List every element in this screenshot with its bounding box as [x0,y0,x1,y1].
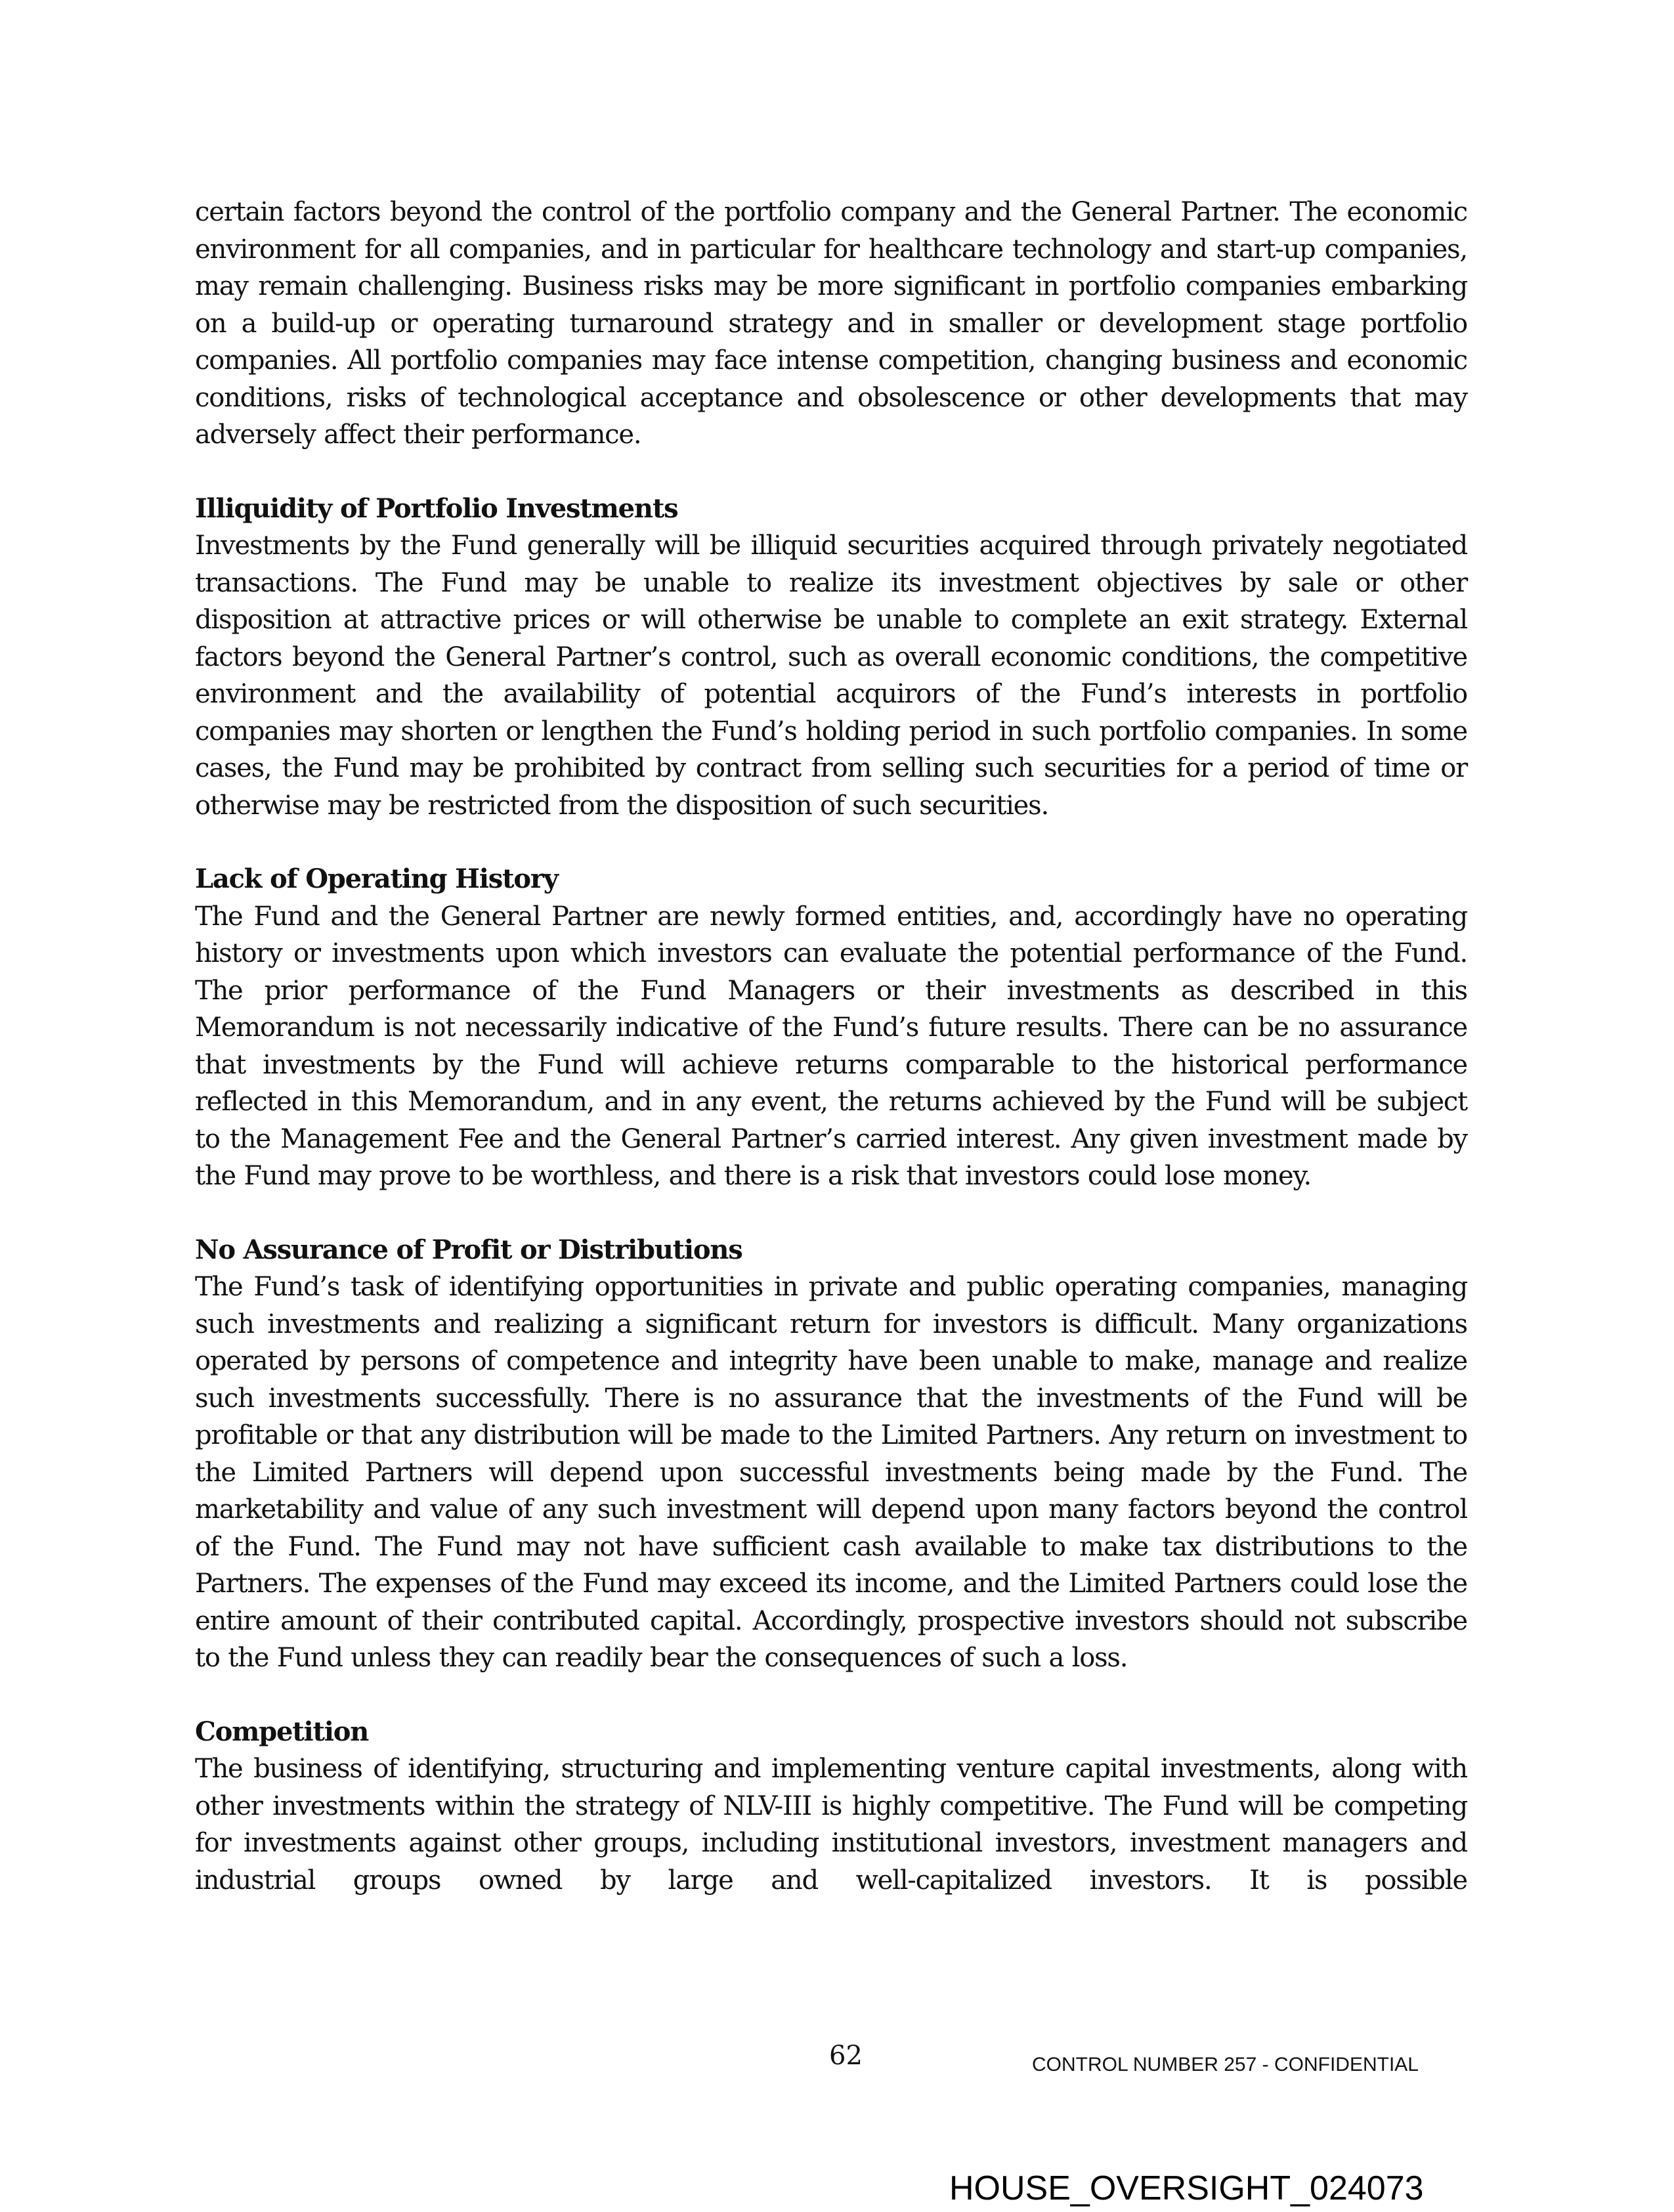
section-body: The Fund’s task of identifying opportunities in private and public operating companies, managing such investments and realizing a significant return for investors is difficult. Many organizations operated by persons of competence and integrity have been unable to make, manage and realize such investments successfully. There is no assurance that the investments of the Fund will be profitable or that any distribution will be made to the Limited Partners. Any return on investment to the Limited Partners will depend upon successful investments being made by the Fund. The marketability and value of any such investment will depend upon many factors beyond the control of the Fund. The Fund may not have sufficient cash available to make tax distributions to the Partners. The expenses of the Fund may exceed its income, and the Limited Partners could lose the entire amount of their contributed capital. Accordingly, prospective investors should not subscribe to the Fund unless they can readily bear the consequences of such a loss. [195,1272,1467,1673]
intro-paragraph: certain factors beyond the control of the portfolio company and the General Partner. The economic environment for all companies, and in particular for healthcare technology and start-up companies, may remain challenging. Business risks may be more significant in portfolio companies embarking on a build-up or operating turnaround strategy and in smaller or development stage portfolio companies. All portfolio companies may face intense competition, changing business and economic conditions, risks of technological acceptance and obsolescence or other developments that may adversely affect their performance. [195,197,1467,450]
section-body: Investments by the Fund generally will be illiquid securities acquired through privately negotiated transactions. The Fund may be unable to realize its investment objectives by sale or other disposition at attractive prices or will otherwise be unable to complete an exit strategy. External factors beyond the General Partner’s control, such as overall economic conditions, the competitive environment and the availability of potential acquirors of the Fund’s interests in portfolio companies may shorten or lengthen the Fund’s holding period in such portfolio companies. In some cases, the Fund may be prohibited by contract from selling such securities for a period of time or otherwise may be restricted from the disposition of such securities. [195,531,1467,821]
section-body: The business of identifying, structuring and implementing venture capital investments, along with other investments within the strategy of NLV-III is highly competitive. The Fund will be competing for investments against other groups, including institutional investors, investment managers and industrial groups owned by large and well-capitalized investors. It is possible [195,1754,1467,1896]
section-heading: Competition [195,1716,369,1747]
bates-number: HOUSE_OVERSIGHT_024073 [949,2169,1424,2207]
section-illiquidity [195,490,1467,825]
section-competition [195,1714,1467,1899]
section-heading: No Assurance of Profit or Distributions [195,1234,742,1265]
section-body: The Fund and the General Partner are newly formed entities, and, accordingly have no operating history or investments upon which investors can evaluate the potential performance of the Fund. The prior performance of the Fund Managers or their investments as described in this Memorandum is not necessarily indicative of the Fund’s future results. There can be no assurance that investments by the Fund will achieve returns comparable to the historical performance reflected in this Memorandum, and in any event, the returns achieved by the Fund will be subject to the Management Fee and the General Partner’s carried interest. Any given investment made by the Fund may prove to be worthless, and there is a risk that investors could lose money. [195,901,1467,1191]
control-number: CONTROL NUMBER 257 - CONFIDENTIAL [1032,2054,1419,2075]
section-heading: Illiquidity of Portfolio Investments [195,492,678,524]
section-operating-history [195,861,1467,1195]
page-number: 62 [829,2041,863,2071]
section-heading: Lack of Operating History [195,863,558,894]
document-page [195,194,1467,1899]
section-no-assurance [195,1232,1467,1677]
